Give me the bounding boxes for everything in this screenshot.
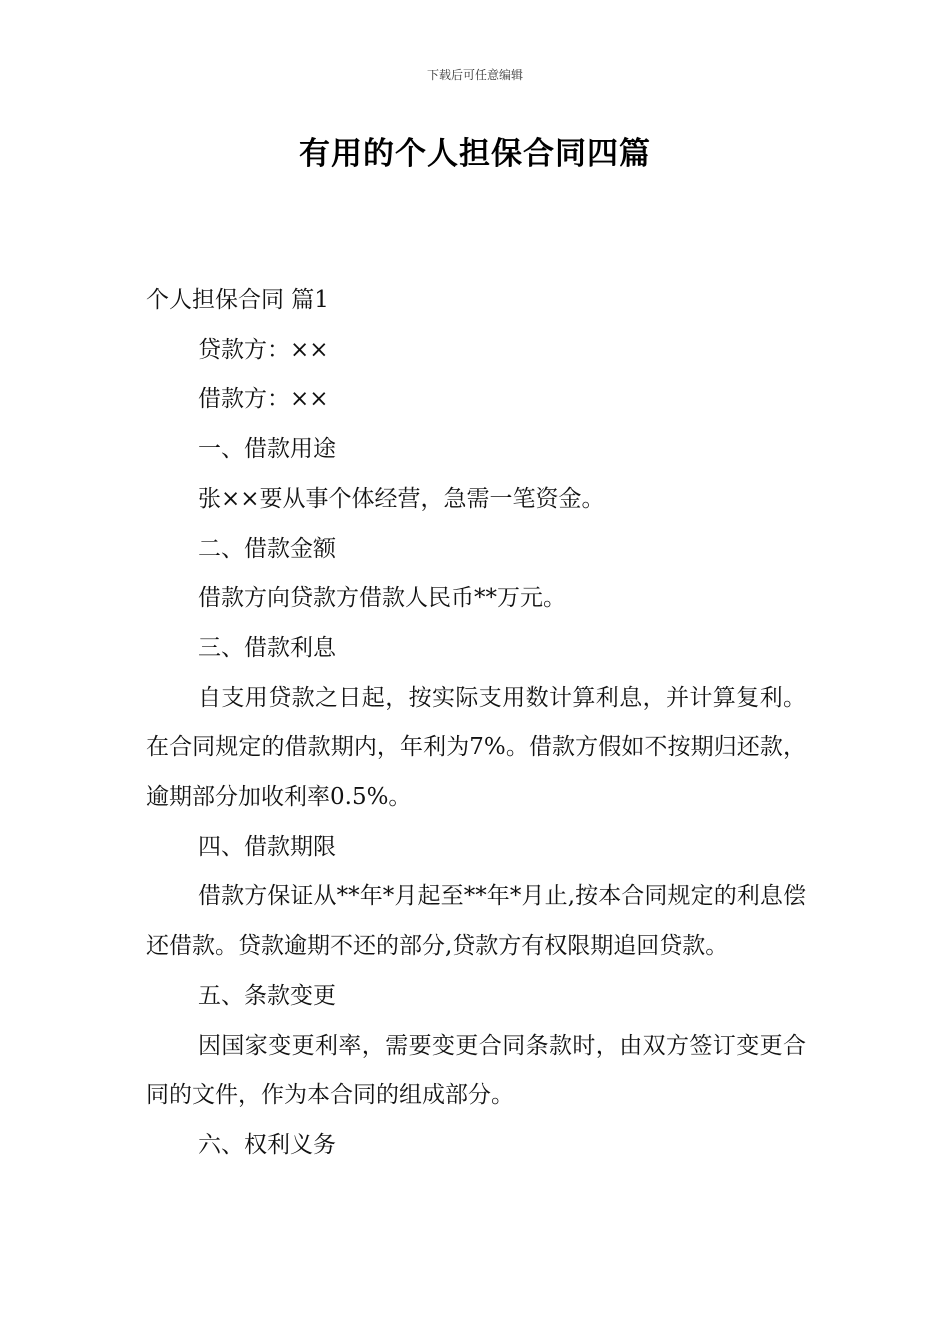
section-heading: 个人担保合同 篇1 — [146, 287, 329, 313]
borrower-line: 借款方：×× — [198, 386, 329, 413]
clause-heading-term: 四、借款期限 — [198, 833, 336, 860]
lender-line: 贷款方：×× — [198, 336, 329, 363]
clause-heading-rights: 六、权利义务 — [198, 1131, 336, 1158]
document-body — [146, 276, 806, 1171]
document-title: 有用的个人担保合同四篇 — [299, 136, 651, 172]
clause-text-change: 因国家变更利率，需要变更合同条款时，由双方签订变更合同的文件，作为本合同的组成部分。 — [146, 1032, 806, 1109]
clause-heading-purpose: 一、借款用途 — [198, 436, 336, 463]
clause-heading-change: 五、条款变更 — [198, 982, 336, 1009]
header-note: 下载后可任意编辑 — [426, 68, 523, 82]
clause-heading-amount: 二、借款金额 — [198, 535, 336, 562]
clause-text-amount: 借款方向贷款方借款人民币**万元。 — [198, 585, 566, 612]
clause-text-interest: 自支用贷款之日起，按实际支用数计算利息，并计算复利。在合同规定的借款期内，年利为7%。借款方假如不按期归还款，逾期部分加收利率0.5%。 — [146, 684, 806, 811]
clause-text-term: 借款方保证从**年*月起至**年*月止,按本合同规定的利息偿还借款。贷款逾期不还的部分,贷款方有权限期追回贷款。 — [146, 883, 806, 960]
clause-heading-interest: 三、借款利息 — [198, 634, 336, 661]
clause-text-purpose: 张××要从事个体经营，急需一笔资金。 — [198, 485, 605, 512]
